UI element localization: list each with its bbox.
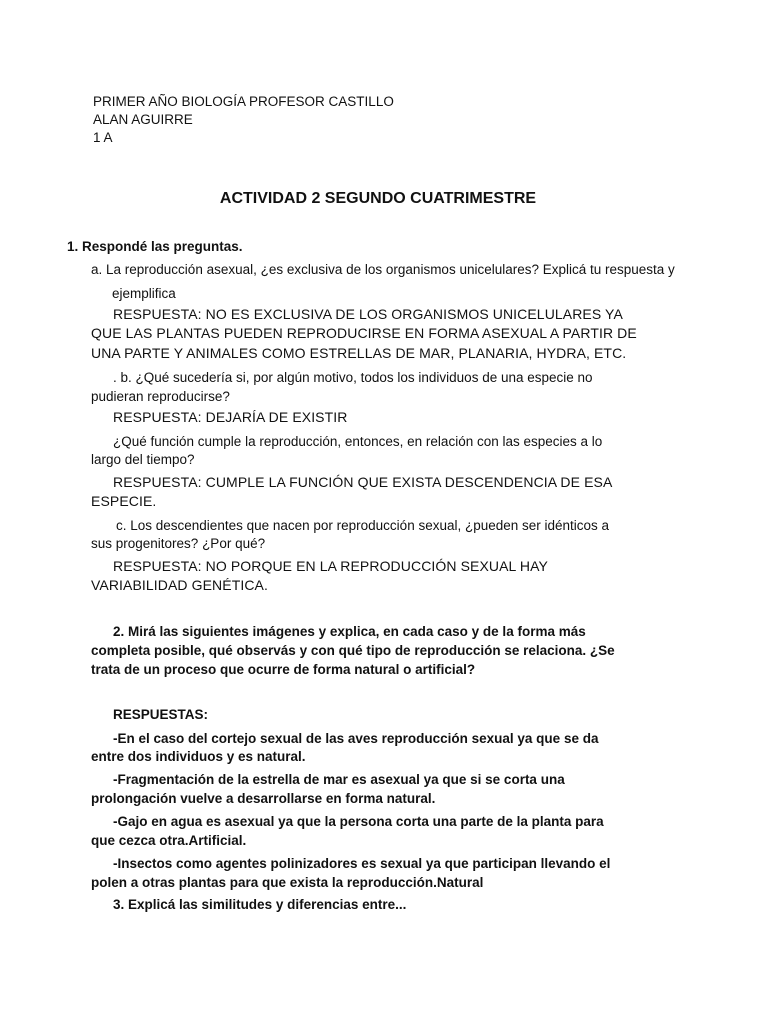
answer-c-line2: VARIABILIDAD GENÉTICA. — [91, 577, 268, 593]
question-b-line2: pudieran reproducirse? — [91, 389, 230, 404]
answer-a-line3: UNA PARTE Y ANIMALES COMO ESTRELLAS DE MAR, PLANARIA, HYDRA, ETC. — [91, 345, 627, 361]
section2-answer4-line2: polen a otras plantas para que exista la reproducción.Natural — [91, 875, 484, 890]
question-c-line2: sus progenitores? ¿Por qué? — [91, 536, 266, 551]
header-course-line: PRIMER AÑO BIOLOGÍA PROFESOR CASTILLO — [93, 94, 394, 109]
section2-question-line2: completa posible, qué observás y con qué tipo de reproducción se relaciona. ¿Se — [91, 643, 615, 658]
answer-b-line1: RESPUESTA: DEJARÍA DE EXISTIR — [113, 409, 348, 425]
question-b2-line1: ¿Qué función cumple la reproducción, entonces, en relación con las especies a lo — [113, 434, 603, 449]
question-a-line2: ejemplifica — [112, 286, 176, 301]
header-student-name: ALAN AGUIRRE — [93, 112, 193, 127]
header-class: 1 A — [93, 130, 113, 145]
section2-answer1-line2: entre dos individuos y es natural. — [91, 749, 306, 764]
section2-answer4-line1: -Insectos como agentes polinizadores es sexual ya que participan llevando el — [113, 856, 611, 871]
section2-answer3-line2: que cezca otra.Artificial. — [91, 833, 247, 848]
answer-b2-line1: RESPUESTA: CUMPLE LA FUNCIÓN QUE EXISTA DESCENDENCIA DE ESA — [113, 474, 613, 490]
section2-answer2-line2: prolongación vuelve a desarrollarse en forma natural. — [91, 791, 436, 806]
section2-answer3-line1: -Gajo en agua es asexual ya que la persona corta una parte de la planta para — [113, 814, 604, 829]
question-c-line1: c. Los descendientes que nacen por reproducción sexual, ¿pueden ser idénticos a — [116, 518, 610, 533]
answer-c-line1: RESPUESTA: NO PORQUE EN LA REPRODUCCIÓN SEXUAL HAY — [113, 558, 548, 574]
answer-b2-line2: ESPECIE. — [91, 493, 157, 509]
question-b2-line2: largo del tiempo? — [91, 452, 195, 467]
section2-answer1-line1: -En el caso del cortejo sexual de las aves reproducción sexual ya que se da — [113, 731, 599, 746]
question-b-line1: . b. ¿Qué sucedería si, por algún motivo, todos los individuos de una especie no — [113, 370, 593, 385]
section2-answers-heading: RESPUESTAS: — [113, 707, 209, 722]
section3-heading: 3. Explicá las similitudes y diferencias entre... — [113, 897, 407, 912]
answer-a-line2: QUE LAS PLANTAS PUEDEN REPRODUCIRSE EN FORMA ASEXUAL A PARTIR DE — [91, 325, 637, 341]
page-title: ACTIVIDAD 2 SEGUNDO CUATRIMESTRE — [219, 190, 537, 207]
section2-question-line1: 2. Mirá las siguientes imágenes y explica, en cada caso y de la forma más — [113, 624, 586, 639]
question-a-line1: a. La reproducción asexual, ¿es exclusiva de los organismos unicelulares? Explicá tu respuesta y — [91, 262, 675, 277]
section2-question-line3: trata de un proceso que ocurre de forma natural o artificial? — [91, 662, 476, 677]
answer-a-line1: RESPUESTA: NO ES EXCLUSIVA DE LOS ORGANISMOS UNICELULARES YA — [113, 306, 623, 322]
section2-answer2-line1: -Fragmentación de la estrella de mar es asexual ya que si se corta una — [113, 772, 565, 787]
section1-heading: 1. Respondé las preguntas. — [67, 239, 243, 254]
